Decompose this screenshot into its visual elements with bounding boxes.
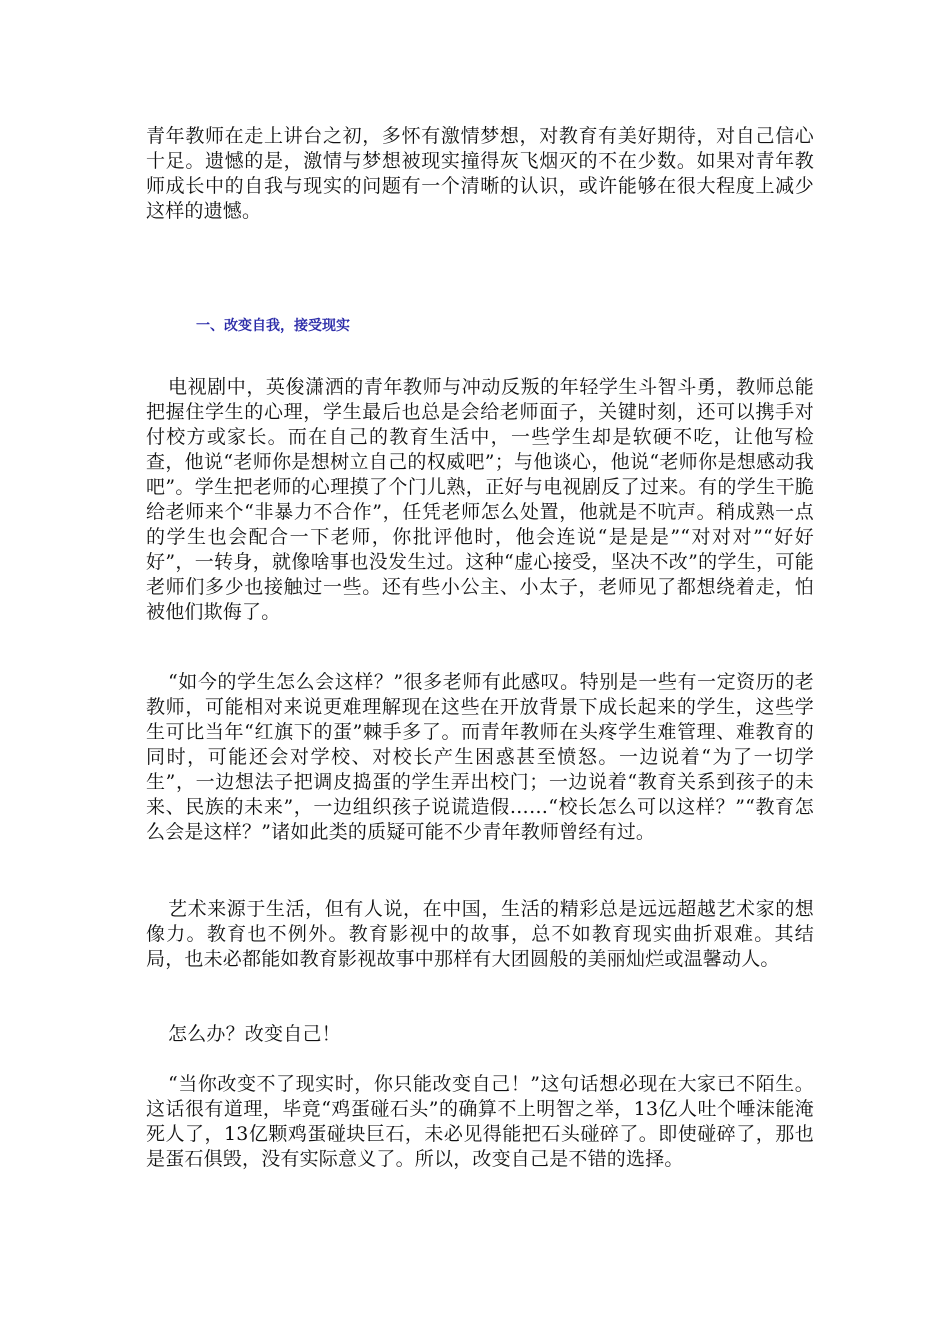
- section-heading: 一、改变自我，接受现实: [196, 318, 350, 334]
- body-paragraph-2: “如今的学生怎么会这样？”很多老师有此感叹。特别是一些有一定资历的老教师，可能相对来说更难理解现在这些在开放背景下成长起来的学生，这些学生可比当年“红旗下的蛋”棘手多了。而青年教师在头疼学生难管理、难教育的同时，可能还会对学校、对校长产生困惑甚至愤怒。一边说着“为了一切学生”，一边想法子把调皮捣蛋的学生弄出校门；一边说着“教育关系到孩子的未来、民族的未来”，一边组织孩子说谎造假……“校长怎么可以这样？”“教育怎么会是这样？”诸如此类的质疑可能不少青年教师曾经有过。: [146, 671, 814, 843]
- body-paragraph-5: “当你改变不了现实时，你只能改变自己！”这句话想必现在大家已不陌生。这话很有道理，毕竟“鸡蛋碰石头”的确算不上明智之举，13亿人吐个唾沫能淹死人了，13亿颗鸡蛋碰块巨石，未必见得能把石头碰碎了。即使碰碎了，那也是蛋石俱毁，没有实际意义了。所以，改变自己是不错的选择。: [146, 1073, 814, 1170]
- body-paragraph-4: 怎么办？改变自己！: [168, 1023, 341, 1045]
- body-paragraph-3: 艺术来源于生活，但有人说，在中国，生活的精彩总是远远超越艺术家的想像力。教育也不例外。教育影视中的故事，总不如教育现实曲折艰难。其结局，也未必都能如教育影视故事中那样有大团圆般的美丽灿烂或温馨动人。: [146, 898, 814, 970]
- body-paragraph-1: 电视剧中，英俊潇洒的青年教师与冲动反叛的年轻学生斗智斗勇，教师总能把握住学生的心理，学生最后也总是会给老师面子，关键时刻，还可以携手对付校方或家长。而在自己的教育生活中，一些学生却是软硬不吃，让他写检查，他说“老师你是想树立自己的权威吧”；与他谈心，他说“老师你是想感动我吧”。学生把老师的心理摸了个门儿熟，正好与电视剧反了过来。有的学生干脆给老师来个“非暴力不合作”，任凭老师怎么处置，他就是不吭声。稍成熟一点的学生也会配合一下老师，你批评他时，他会连说“是是是”“对对对”“好好好”，一转身，就像啥事也没发生过。这种“虚心接受，坚决不改”的学生，可能老师们多少也接触过一些。还有些小公主、小太子，老师见了都想绕着走，怕被他们欺侮了。: [146, 376, 814, 623]
- intro-paragraph: 青年教师在走上讲台之初，多怀有激情梦想，对教育有美好期待，对自己信心十足。遗憾的是，激情与梦想被现实撞得灰飞烟灭的不在少数。如果对青年教师成长中的自我与现实的问题有一个清晰的认识，或许能够在很大程度上减少这样的遗憾。: [146, 125, 814, 222]
